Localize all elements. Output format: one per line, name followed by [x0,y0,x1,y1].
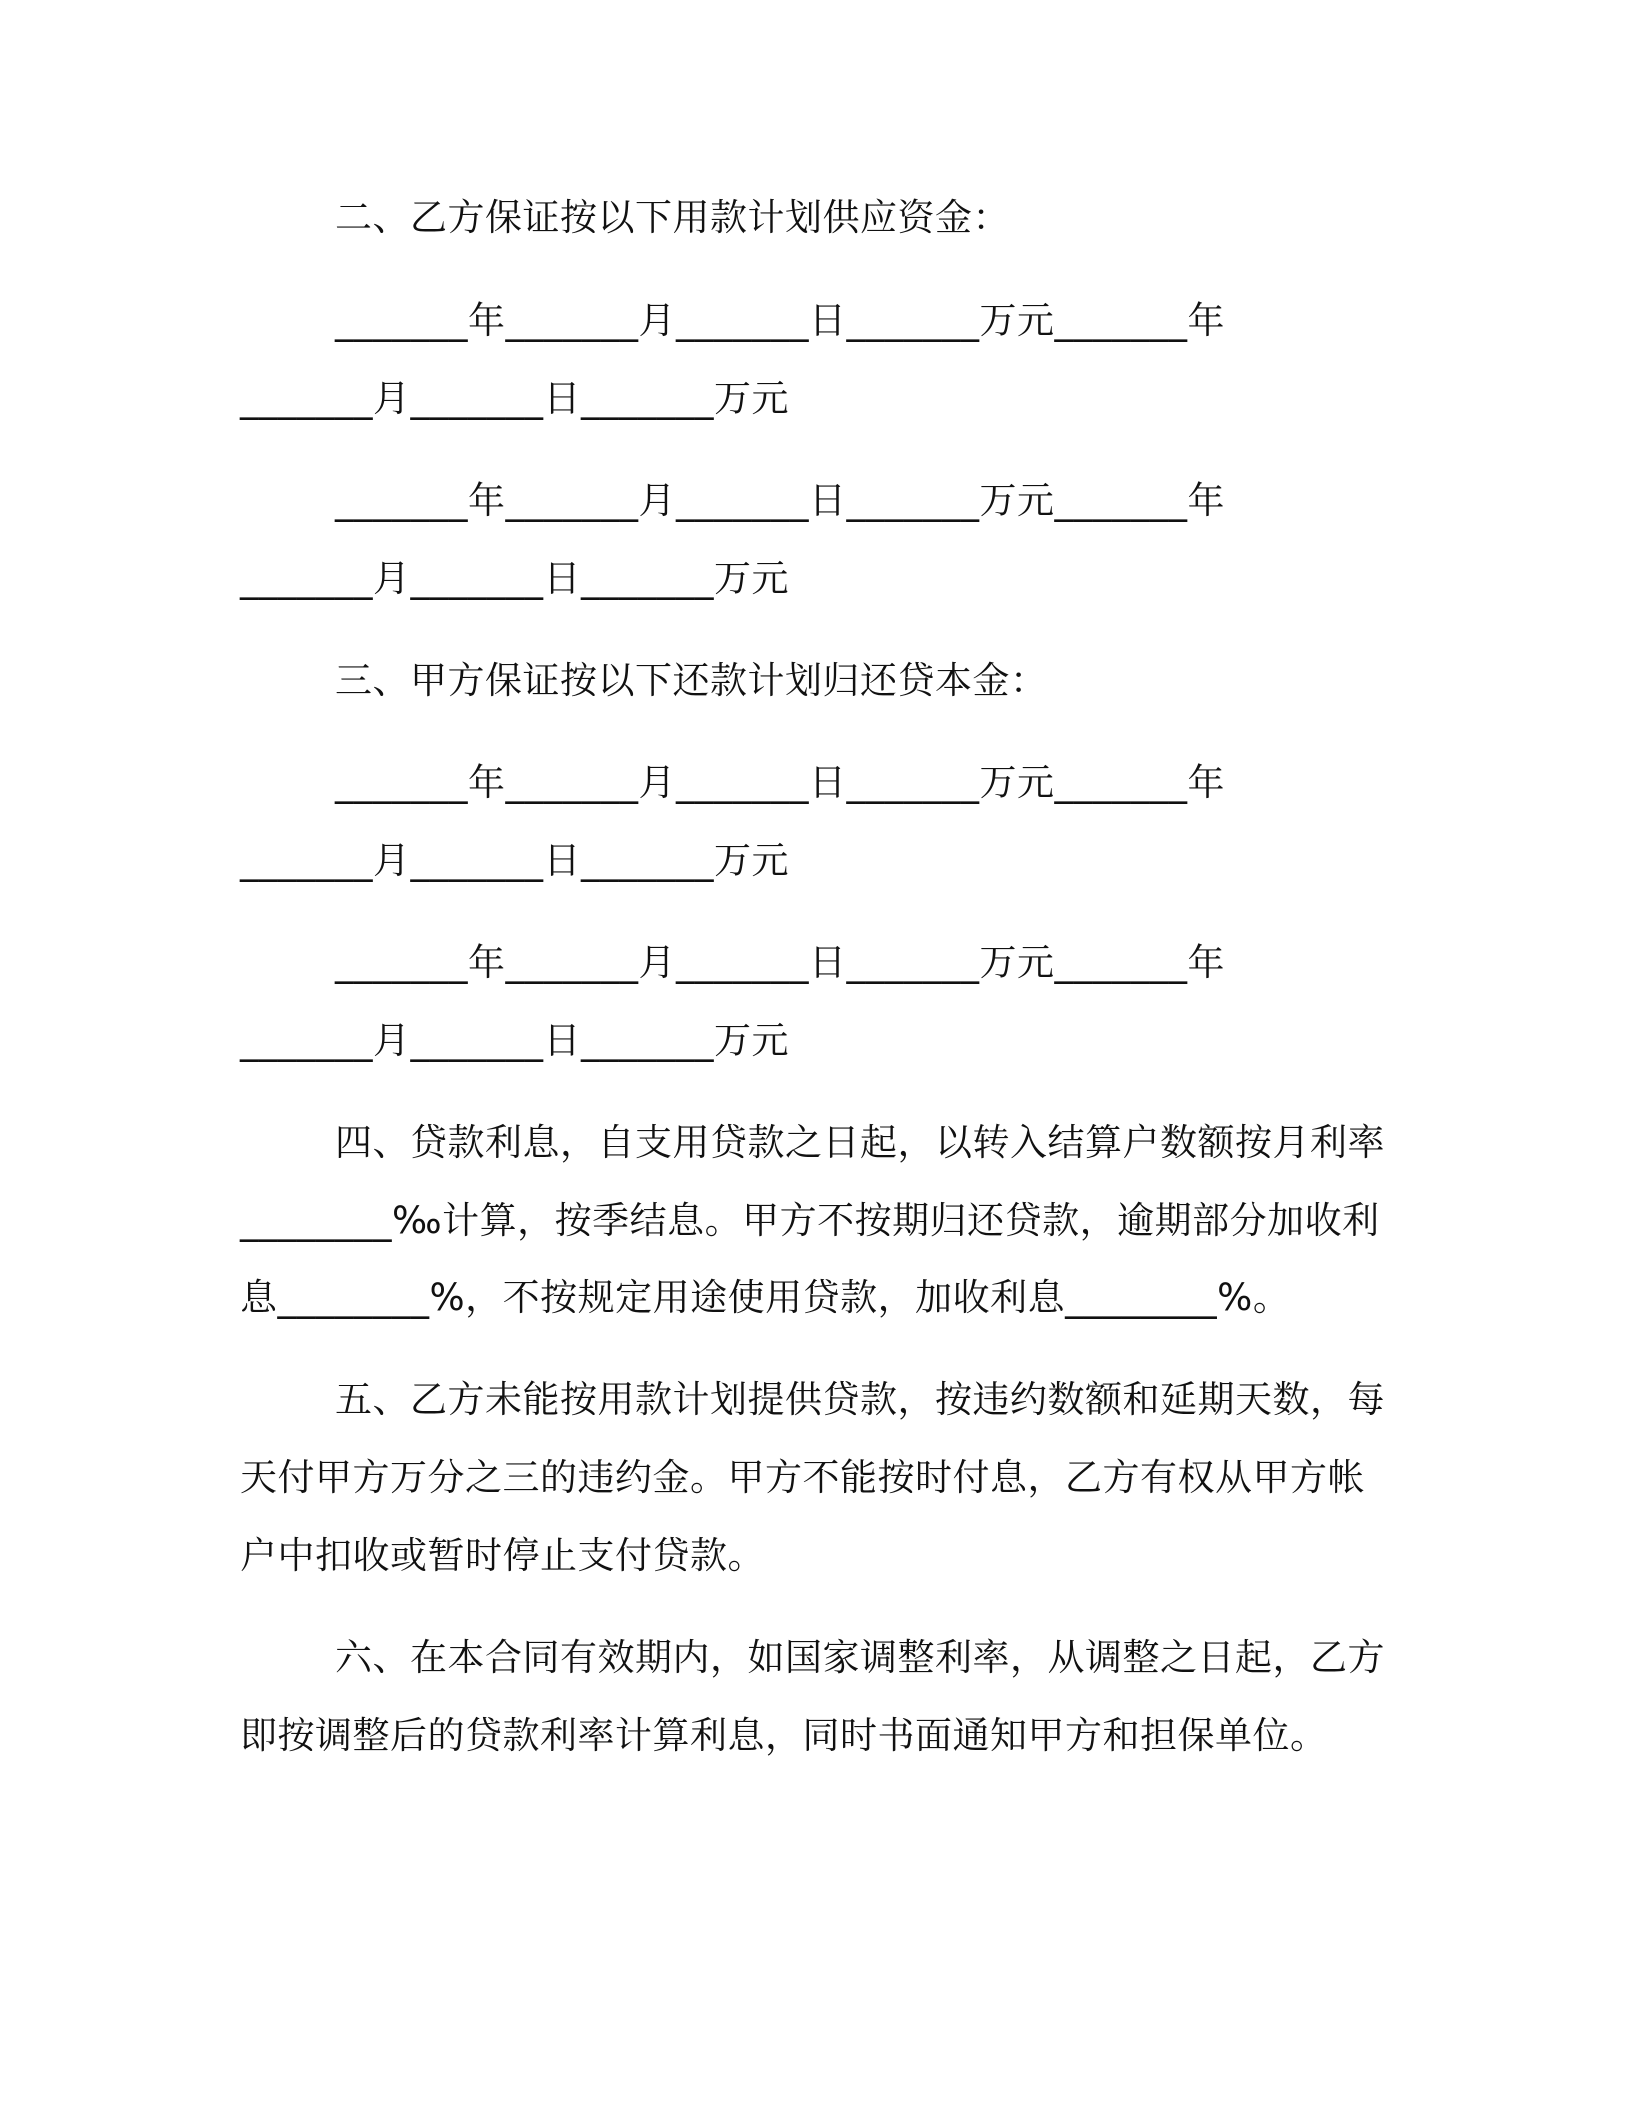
clause-4-line-3: 息________%，不按规定用途使用贷款，加收利息________%。 [240,1276,1291,1319]
clause-3-heading: 三、甲方保证按以下还款计划归还贷本金： [335,659,1048,702]
clause-3-plan-1-line-2: _______月_______日_______万元 [240,839,789,882]
clause-6-line-1: 六、在本合同有效期内，如国家调整利率，从调整之日起，乙方 [335,1636,1385,1679]
clause-2-plan-1-line-2: _______月_______日_______万元 [240,377,789,420]
clause-5-line-3: 户中扣收或暂时停止支付贷款。 [240,1534,765,1577]
clause-3-plan-2-line-1: _______年_______月_______日_______万元_______年 [335,941,1225,984]
clause-2-plan-2-line-1: _______年_______月_______日_______万元_______年 [335,479,1225,522]
clause-3-plan-2-line-2: _______月_______日_______万元 [240,1019,789,1062]
clause-4-line-1: 四、贷款利息，自支用贷款之日起，以转入结算户数额按月利率 [335,1121,1385,1164]
clause-4-line-2: ________‰计算，按季结息。甲方不按期归还贷款，逾期部分加收利 [240,1199,1380,1242]
clause-2-heading: 二、乙方保证按以下用款计划供应资金： [335,196,1010,239]
clause-2-plan-1-line-1: _______年_______月_______日_______万元_______年 [335,299,1225,342]
clause-3-plan-1-line-1: _______年_______月_______日_______万元_______年 [335,761,1225,804]
clause-2-plan-2-line-2: _______月_______日_______万元 [240,557,789,600]
clause-5-line-2: 天付甲方万分之三的违约金。甲方不能按时付息，乙方有权从甲方帐 [240,1456,1365,1499]
clause-6-line-2: 即按调整后的贷款利率计算利息，同时书面通知甲方和担保单位。 [240,1714,1328,1757]
clause-5-line-1: 五、乙方未能按用款计划提供贷款，按违约数额和延期天数，每 [335,1378,1385,1421]
